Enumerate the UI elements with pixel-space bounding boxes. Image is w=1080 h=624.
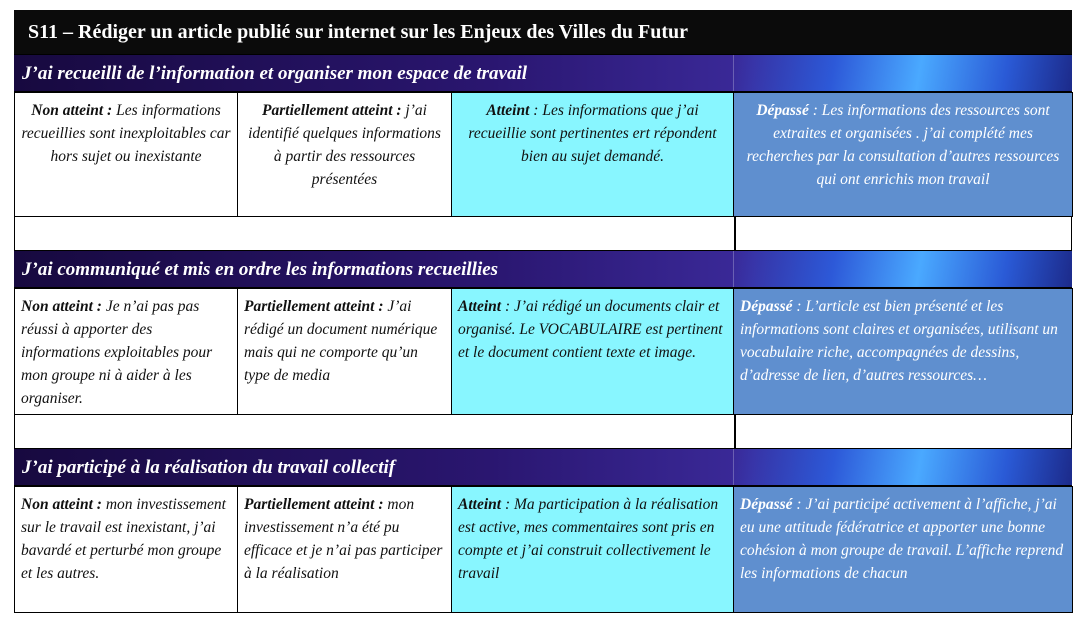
section-header-3 (14, 448, 1072, 486)
cell-text: j’ai identifié quelques informations à partir des ressources présentées (248, 102, 441, 188)
table-row (15, 289, 1073, 415)
cell-text: : J’ai participé activement à l’affiche, j’ai eu une attitude fédératrice et apporter une bonne cohésion à mon groupe de travail. L’affiche reprend les informations de chacun (740, 496, 1064, 582)
cell-text: : Les informations des ressources sont extraites et organisées . j’ai complété mes recherches par la consultation d’autres ressources qui ont enrichis mon travail (746, 102, 1060, 188)
spacer-row (14, 414, 1072, 448)
table-row (15, 93, 1073, 217)
section-heading: J’ai recueilli de l’information et organiser mon espace de travail (22, 63, 528, 84)
cell-text: mon investissement n’a été pu efficace et je n’ai pas participer à la réalisation (244, 496, 443, 582)
level-label: Dépassé (740, 298, 793, 315)
cell-partiellement-atteint (238, 289, 452, 415)
criteria-table-1 (14, 92, 1073, 217)
level-label: Non atteint : (31, 102, 113, 119)
cell-non-atteint (15, 487, 238, 613)
page-title: S11 – Rédiger un article publié sur internet sur les Enjeux des Villes du Futur (14, 10, 1072, 54)
rubric-sheet (14, 10, 1072, 614)
cell-text: : J’ai rédigé un documents clair et organisé. Le VOCABULAIRE est pertinent et le document contient texte et image. (458, 298, 723, 361)
section-heading: J’ai participé à la réalisation du travail collectif (22, 457, 396, 478)
cell-depasse (734, 93, 1073, 217)
cell-non-atteint (15, 93, 238, 217)
cell-text: mon investissement sur le travail est inexistant, j’ai bavardé et perturbé mon groupe et les autres. (21, 496, 226, 582)
cell-depasse (734, 487, 1073, 613)
section-header-2 (14, 250, 1072, 288)
level-label: Dépassé (756, 102, 809, 119)
table-row (15, 487, 1073, 613)
cell-text: : Ma participation à la réalisation est active, mes commentaires sont pris en compte et j’ai construit collectivement le travail (458, 496, 719, 582)
section-header-1 (14, 54, 1072, 92)
level-label: Partiellement atteint : (244, 496, 384, 513)
cell-partiellement-atteint (238, 487, 452, 613)
cell-non-atteint (15, 289, 238, 415)
criteria-table-3 (14, 486, 1073, 613)
spacer-row (14, 216, 1072, 250)
cell-partiellement-atteint (238, 93, 452, 217)
level-label: Non atteint : (21, 298, 102, 315)
level-label: Partiellement atteint : (244, 298, 384, 315)
level-label: Atteint (458, 298, 502, 315)
cell-text: : L’article est bien présenté et les informations sont claires et organisées, utilisant un vocabulaire riche, accompagnées de dessins, d’adresse de lien, d’autres ressources… (740, 298, 1058, 384)
cell-depasse (734, 289, 1073, 415)
cell-atteint (452, 487, 734, 613)
level-label: Atteint (486, 102, 530, 119)
criteria-table-2 (14, 288, 1073, 415)
level-label: Atteint (458, 496, 502, 513)
section-heading: J’ai communiqué et mis en ordre les informations recueillies (22, 259, 499, 280)
cell-text: : Les informations que j’ai recueillie sont pertinentes ert répondent bien au sujet demandé. (468, 102, 717, 165)
level-label: Dépassé (740, 496, 793, 513)
cell-atteint (452, 93, 734, 217)
cell-text: Je n’ai pas pas réussi à apporter des informations exploitables pour mon groupe ni à aider à les organiser. (21, 298, 213, 407)
level-label: Partiellement atteint : (262, 102, 402, 119)
cell-text: Les informations recueillies sont inexploitables car hors sujet ou inexistante (21, 102, 231, 165)
cell-text: J’ai rédigé un document numérique mais qui ne comporte qu’un type de media (244, 298, 438, 384)
cell-atteint (452, 289, 734, 415)
level-label: Non atteint : (21, 496, 102, 513)
